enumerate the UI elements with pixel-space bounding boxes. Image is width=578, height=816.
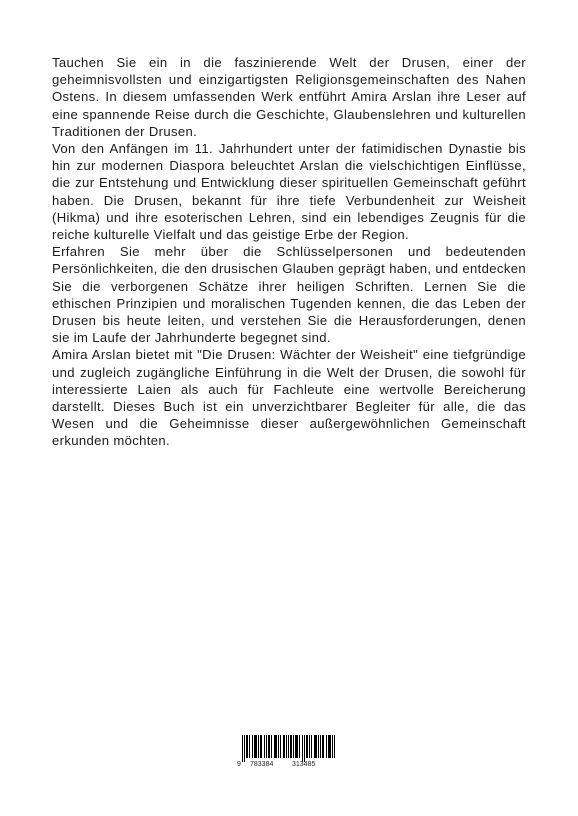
barcode-bar <box>268 735 270 758</box>
description-paragraph-3: Erfahren Sie mehr über die Schlüsselpersonen und bedeutenden Persönlichkeiten, die den drusischen Glauben geprägt haben, und entdecken Sie die verborgenen Schätze ihrer heiligen Schriften. Lernen Sie die ethischen Prinzipien und moralischen Tugenden kennen, die das Leben der Drusen bis heute leiten, und verstehen Sie die Herausforderungen, denen sie im Laufe der Jahrhunderte begegnet sind. <box>52 244 526 346</box>
barcode-bar <box>288 735 289 758</box>
description-paragraph-2: Von den Anfängen im 11. Jahrhundert unter der fatimidischen Dynastie bis hin zur modernen Diaspora beleuchtet Arslan die vielschichtigen Einflüsse, die zur Entstehung und Entwicklung dieser spirituellen Gemeinschaft geführt haben. Die Drusen, bekannt für ihre tiefe Verbundenheit zur Weisheit (Hikma) und ihre esoterischen Lehren, sind ein lebendiges Zeugnis für die reiche kulturelle Vielfalt und das geistige Erbe der Region. <box>52 141 526 243</box>
barcode-left-digits: 783384 <box>250 761 274 768</box>
barcode-bar <box>306 735 308 758</box>
barcode-bar <box>280 735 281 758</box>
barcode-bar <box>328 735 331 758</box>
barcode-bar <box>304 735 305 762</box>
book-description <box>52 54 526 450</box>
description-paragraph-1: Tauchen Sie ein in die faszinierende Welt der Drusen, einer der geheimnisvollsten und einzigartigsten Religionsgemeinschaften des Nahen Ostens. In diesem umfassenden Werk entführt Amira Arslan ihre Leser auf eine spannende Reise durch die Geschichte, Glaubenslehren und kulturellen Traditionen der Drusen. <box>52 55 526 139</box>
barcode-bar <box>320 735 321 758</box>
barcode-bar <box>311 735 312 758</box>
barcode-bar <box>242 735 243 762</box>
barcode-bar <box>295 735 298 758</box>
barcode-bar <box>271 735 272 758</box>
barcode-bar <box>290 735 292 758</box>
description-paragraph-4: Amira Arslan bietet mit "Die Drusen: Wächter der Weisheit" eine tiefgründige und zugleich zugängliche Einführung in die Welt der Drusen, die sowohl für interessierte Laien als auch für Fachleute eine wertvolle Bereicherung darstellt. Dieses Buch ist ein unverzichtbarer Begleiter für alle, die das Wesen und die Geheimnisse dieser außergewöhnlichen Gemeinschaft erkunden möchten. <box>52 347 526 449</box>
barcode-bar <box>264 735 265 758</box>
barcode-bar <box>260 735 262 758</box>
barcode-bar <box>244 735 245 762</box>
barcode-bar <box>274 735 277 758</box>
barcode-bar <box>258 735 259 758</box>
barcode-bar <box>302 735 303 762</box>
isbn-barcode <box>236 734 336 768</box>
barcode-bars <box>242 735 336 762</box>
barcode-bar <box>286 735 287 758</box>
barcode-bar <box>314 735 317 758</box>
barcode-bar <box>332 735 333 758</box>
barcode-bar <box>252 735 253 758</box>
barcode-bar <box>266 735 267 758</box>
barcode-bar <box>322 735 324 758</box>
barcode-right-digits: 313485 <box>292 761 316 768</box>
barcode-prefix-digit: 9 <box>237 761 241 768</box>
barcode-bar <box>326 735 327 758</box>
barcode-bar <box>254 735 257 758</box>
barcode-bar <box>309 735 310 758</box>
barcode-bar <box>246 735 248 758</box>
barcode-bar <box>278 735 279 758</box>
barcode-bar <box>293 735 294 758</box>
barcode-bar <box>318 735 319 758</box>
barcode-bar <box>334 735 335 758</box>
barcode-graphic <box>236 734 336 768</box>
barcode-bar <box>283 735 285 758</box>
barcode-bar <box>299 735 300 758</box>
barcode-bar <box>249 735 250 758</box>
